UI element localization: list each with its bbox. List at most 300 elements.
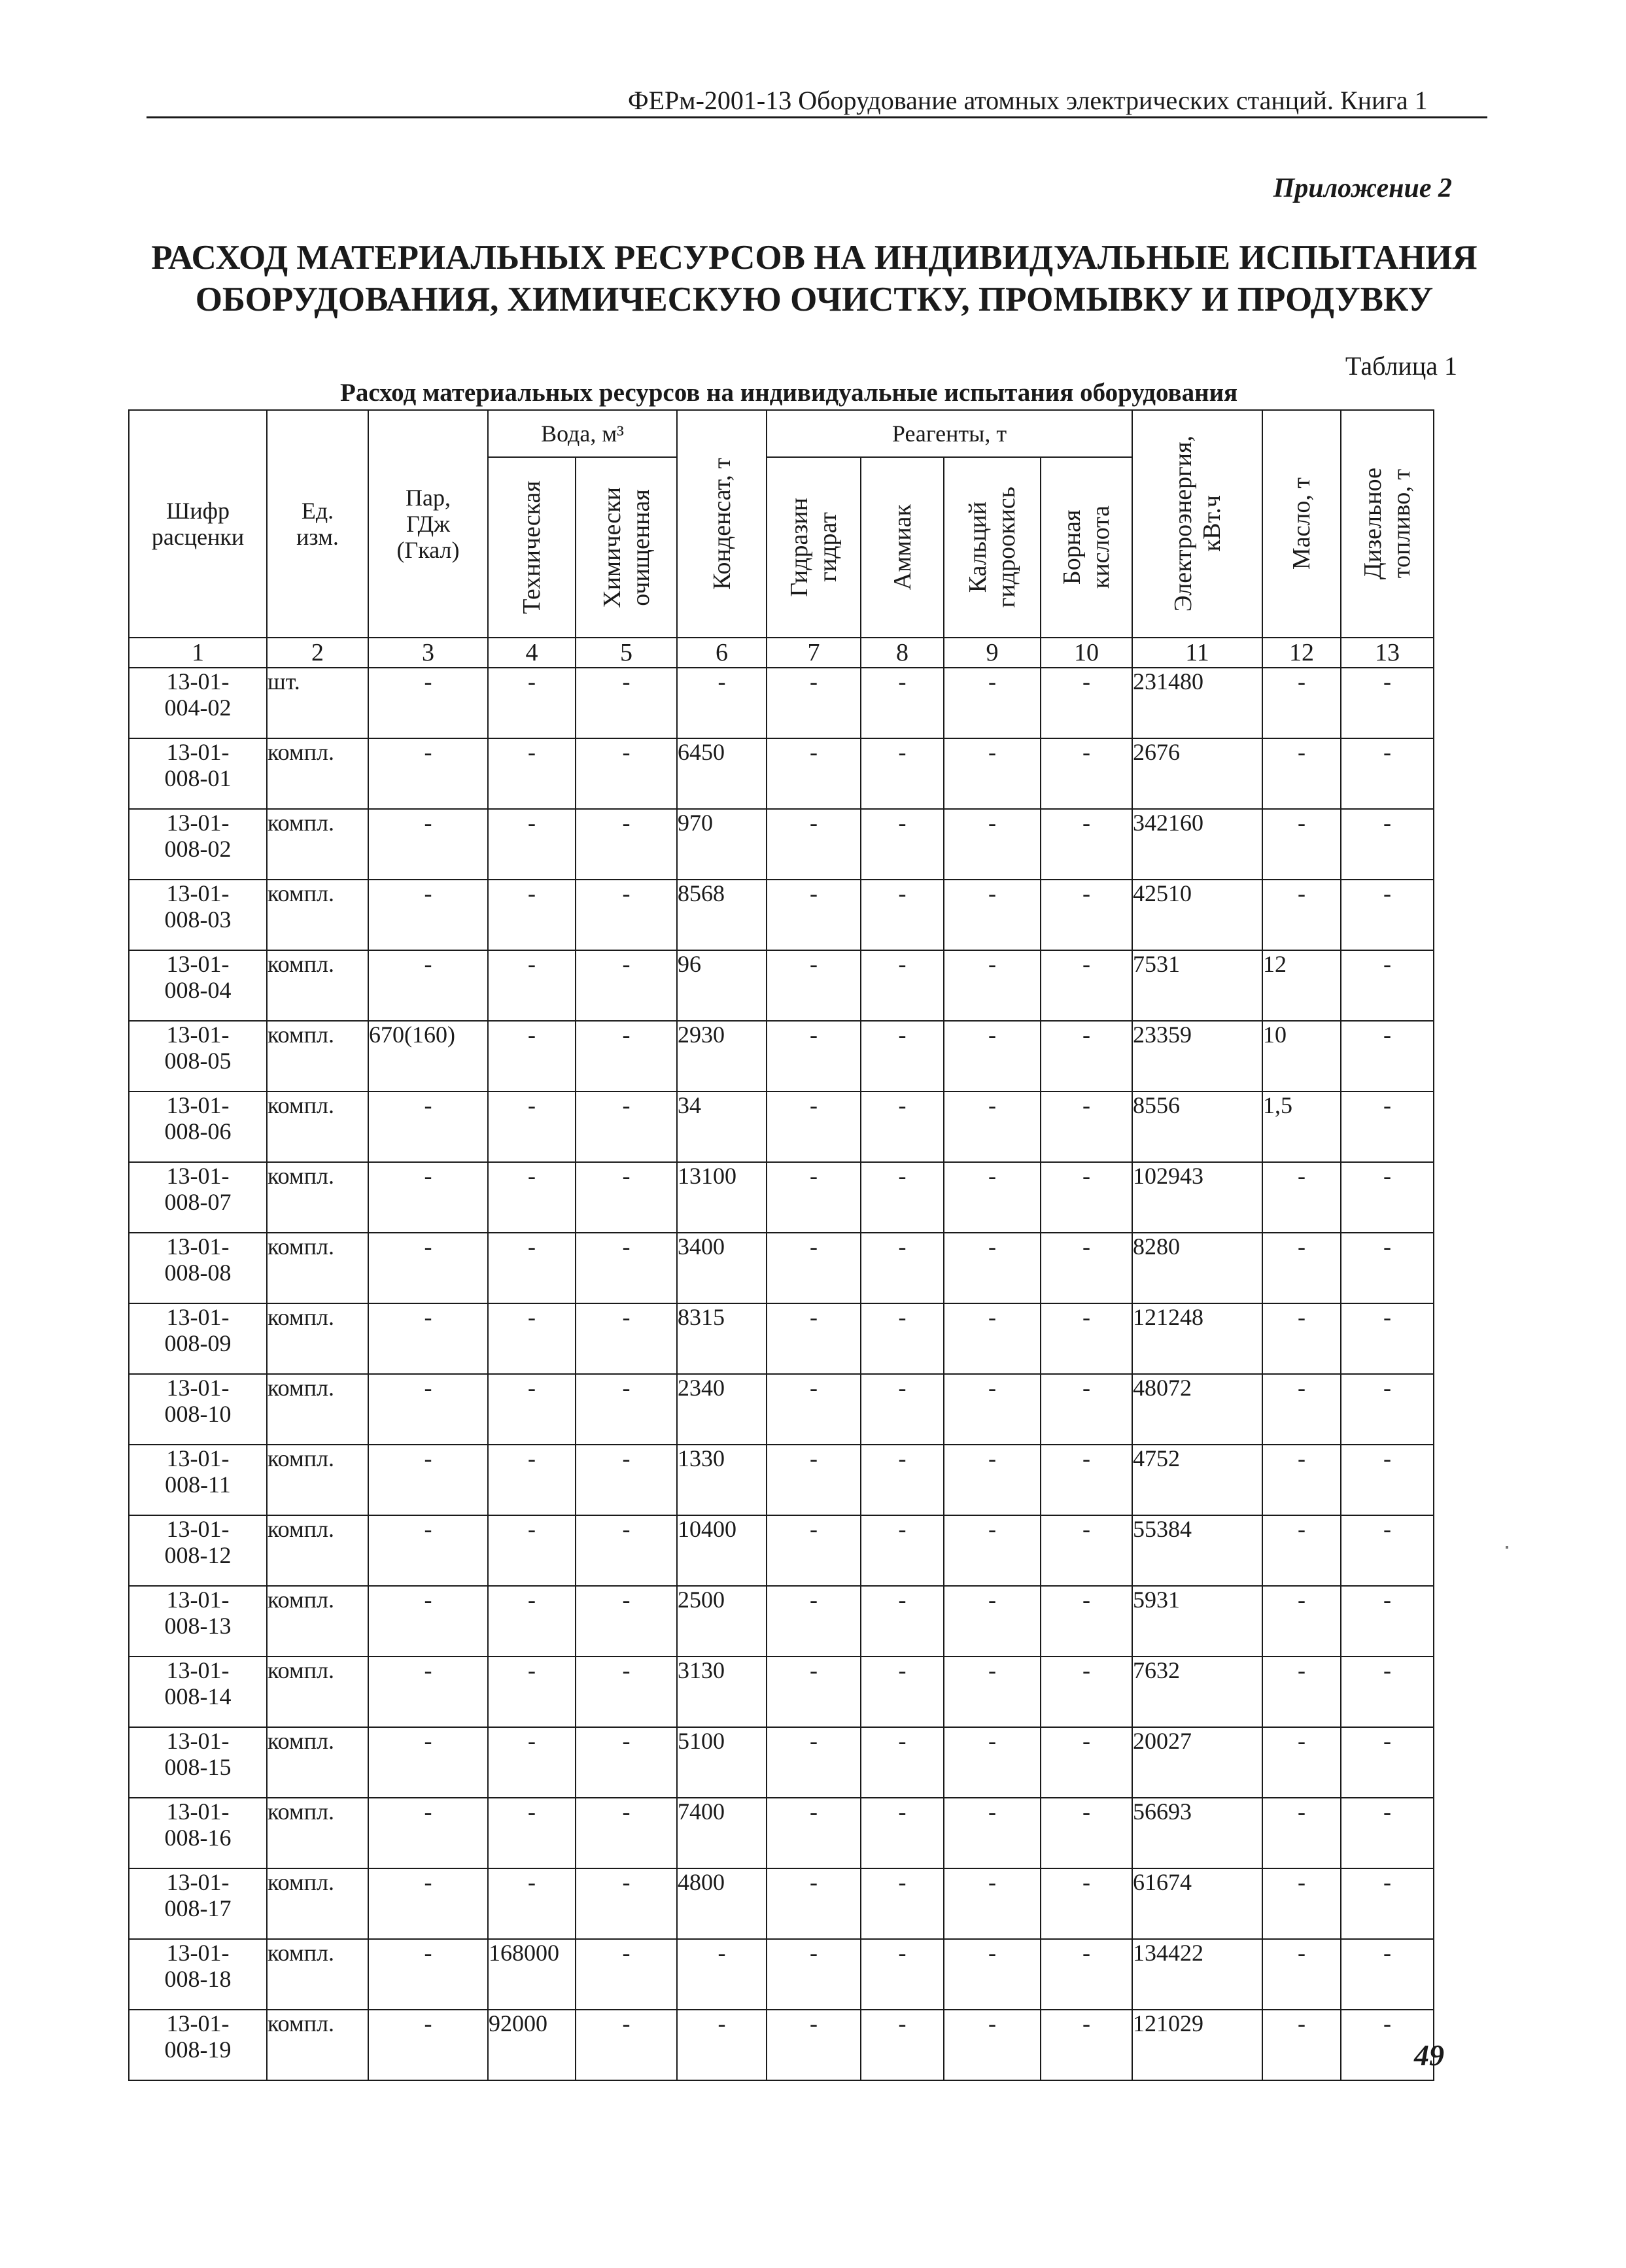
cell-steam: -	[368, 1657, 488, 1727]
cell-ammonia: -	[861, 1162, 944, 1233]
column-number: 4	[488, 638, 576, 668]
cell-diesel: -	[1341, 1727, 1434, 1798]
cell-water-tech: -	[488, 1091, 576, 1162]
cell-steam: -	[368, 1303, 488, 1374]
cell-calcium: -	[944, 1657, 1041, 1727]
cell-ammonia: -	[861, 809, 944, 880]
cell-unit: компл.	[267, 1374, 368, 1445]
column-number: 11	[1132, 638, 1262, 668]
table-row	[129, 1868, 1434, 1939]
cell-calcium: -	[944, 1445, 1041, 1515]
cell-condensate: 3130	[677, 1657, 767, 1727]
cell-calcium: -	[944, 1586, 1041, 1657]
table-row	[129, 1586, 1434, 1657]
header-diesel-label: Дизельное топливо, т	[1359, 468, 1415, 580]
cell-ammonia: -	[861, 1091, 944, 1162]
title-line-2: ОБОРУДОВАНИЯ, ХИМИЧЕСКУЮ ОЧИСТКУ, ПРОМЫВКУ И ПРОДУВКУ	[195, 281, 1434, 318]
table-row	[129, 668, 1434, 738]
cell-diesel: -	[1341, 1091, 1434, 1162]
code-part: 13-01-	[166, 1092, 230, 1118]
column-number: 3	[368, 638, 488, 668]
cell-unit: компл.	[267, 1798, 368, 1868]
cell-steam: -	[368, 1374, 488, 1445]
cell-diesel: -	[1341, 2010, 1434, 2080]
cell-diesel: -	[1341, 1586, 1434, 1657]
code-part: 008-10	[164, 1401, 232, 1427]
cell-condensate: 8568	[677, 880, 767, 950]
cell-code	[129, 668, 267, 738]
cell-code	[129, 1021, 267, 1091]
cell-steam: -	[368, 1162, 488, 1233]
cell-oil: -	[1262, 880, 1341, 950]
cell-steam: -	[368, 1939, 488, 2010]
cell-ammonia: -	[861, 880, 944, 950]
cell-unit: компл.	[267, 1939, 368, 2010]
header-water-chem-label: Химически очищенная	[598, 487, 655, 608]
header-hydrazine	[767, 457, 861, 638]
code-part: 008-13	[164, 1613, 232, 1639]
cell-electricity: 20027	[1132, 1727, 1262, 1798]
cell-unit: компл.	[267, 2010, 368, 2080]
cell-code	[129, 1939, 267, 2010]
cell-water-chem: -	[576, 1233, 677, 1303]
cell-water-tech: -	[488, 1233, 576, 1303]
cell-water-tech: -	[488, 1515, 576, 1586]
header-electricity	[1132, 410, 1262, 638]
code-part: 008-16	[164, 1825, 232, 1851]
code-part: 008-15	[164, 1754, 232, 1780]
table-row	[129, 1657, 1434, 1727]
header-condensate	[677, 410, 767, 638]
cell-condensate: 2930	[677, 1021, 767, 1091]
code-part: 13-01-	[166, 1940, 230, 1966]
cell-water-chem: -	[576, 1021, 677, 1091]
cell-ammonia: -	[861, 1303, 944, 1374]
cell-water-tech: -	[488, 1586, 576, 1657]
cell-water-tech: 92000	[488, 2010, 576, 2080]
cell-water-chem: -	[576, 1445, 677, 1515]
header-reagents-group: Реагенты, т	[767, 410, 1132, 457]
cell-calcium: -	[944, 1162, 1041, 1233]
cell-water-chem: -	[576, 668, 677, 738]
cell-diesel: -	[1341, 1374, 1434, 1445]
cell-boric: -	[1041, 809, 1132, 880]
cell-water-tech: -	[488, 738, 576, 809]
code-part: 008-03	[164, 906, 232, 933]
code-part: 008-18	[164, 1966, 232, 1992]
cell-condensate: 4800	[677, 1868, 767, 1939]
cell-steam: -	[368, 1727, 488, 1798]
cell-water-chem: -	[576, 1374, 677, 1445]
code-part: 008-17	[164, 1895, 232, 1921]
cell-unit: компл.	[267, 1303, 368, 1374]
cell-ammonia: -	[861, 1374, 944, 1445]
cell-calcium: -	[944, 1727, 1041, 1798]
page-number: 49	[1414, 2038, 1444, 2072]
cell-boric: -	[1041, 1445, 1132, 1515]
cell-hydrazine: -	[767, 738, 861, 809]
cell-oil: -	[1262, 1798, 1341, 1868]
cell-hydrazine: -	[767, 1586, 861, 1657]
cell-boric: -	[1041, 1868, 1132, 1939]
cell-water-tech: -	[488, 1868, 576, 1939]
table-row	[129, 1091, 1434, 1162]
column-number: 10	[1041, 638, 1132, 668]
cell-water-tech: -	[488, 1021, 576, 1091]
header-boric	[1041, 457, 1132, 638]
cell-hydrazine: -	[767, 1868, 861, 1939]
cell-electricity: 102943	[1132, 1162, 1262, 1233]
table-row	[129, 1727, 1434, 1798]
cell-water-tech: -	[488, 809, 576, 880]
column-number: 8	[861, 638, 944, 668]
cell-boric: -	[1041, 1303, 1132, 1374]
cell-unit: компл.	[267, 738, 368, 809]
cell-boric: -	[1041, 1939, 1132, 2010]
table-row	[129, 1939, 1434, 2010]
cell-hydrazine: -	[767, 1515, 861, 1586]
cell-steam: -	[368, 950, 488, 1021]
code-part: 004-02	[164, 695, 232, 721]
cell-diesel: -	[1341, 950, 1434, 1021]
cell-oil: -	[1262, 1233, 1341, 1303]
header-condensate-label: Конденсат, т	[708, 458, 736, 590]
cell-diesel: -	[1341, 1868, 1434, 1939]
table-row	[129, 738, 1434, 809]
cell-unit: компл.	[267, 1727, 368, 1798]
cell-water-chem: -	[576, 1727, 677, 1798]
cell-hydrazine: -	[767, 880, 861, 950]
cell-unit: компл.	[267, 809, 368, 880]
cell-condensate: -	[677, 668, 767, 738]
header-water-tech-label: Техническая	[518, 481, 545, 614]
cell-condensate: 8315	[677, 1303, 767, 1374]
cell-unit: компл.	[267, 880, 368, 950]
code-part: 008-08	[164, 1260, 232, 1286]
cell-condensate: 3400	[677, 1233, 767, 1303]
column-number: 13	[1341, 638, 1434, 668]
cell-water-chem: -	[576, 880, 677, 950]
code-part: 008-02	[164, 836, 232, 862]
cell-boric: -	[1041, 950, 1132, 1021]
cell-unit: компл.	[267, 1445, 368, 1515]
cell-unit: компл.	[267, 1868, 368, 1939]
cell-water-tech: -	[488, 668, 576, 738]
cell-boric: -	[1041, 1586, 1132, 1657]
code-part: 008-01	[164, 765, 232, 791]
table-number-label: Таблица 1	[1345, 351, 1457, 381]
cell-electricity: 231480	[1132, 668, 1262, 738]
cell-boric: -	[1041, 1021, 1132, 1091]
header-oil-label: Масло, т	[1288, 477, 1315, 570]
cell-calcium: -	[944, 1515, 1041, 1586]
cell-boric: -	[1041, 1798, 1132, 1868]
cell-oil: -	[1262, 1445, 1341, 1515]
code-part: 008-11	[165, 1471, 231, 1498]
cell-boric: -	[1041, 1657, 1132, 1727]
cell-water-tech: -	[488, 1374, 576, 1445]
column-number: 7	[767, 638, 861, 668]
cell-boric: -	[1041, 738, 1132, 809]
header-code: Шифр расценки	[129, 410, 267, 638]
code-part: 13-01-	[166, 1375, 230, 1401]
header-row-groups	[129, 410, 1434, 457]
cell-oil: -	[1262, 1657, 1341, 1727]
cell-diesel: -	[1341, 1233, 1434, 1303]
cell-steam: -	[368, 2010, 488, 2080]
cell-ammonia: -	[861, 2010, 944, 2080]
code-part: 13-01-	[166, 1587, 230, 1613]
cell-electricity: 61674	[1132, 1868, 1262, 1939]
code-part: 008-05	[164, 1048, 232, 1074]
cell-ammonia: -	[861, 1586, 944, 1657]
cell-hydrazine: -	[767, 2010, 861, 2080]
cell-calcium: -	[944, 1798, 1041, 1868]
code-part: 13-01-	[166, 1728, 230, 1754]
cell-condensate: 13100	[677, 1162, 767, 1233]
cell-code	[129, 1586, 267, 1657]
cell-oil: -	[1262, 809, 1341, 880]
cell-diesel: -	[1341, 738, 1434, 809]
cell-boric: -	[1041, 1727, 1132, 1798]
cell-ammonia: -	[861, 1657, 944, 1727]
table-row	[129, 1021, 1434, 1091]
cell-steam: -	[368, 1233, 488, 1303]
cell-hydrazine: -	[767, 1445, 861, 1515]
cell-steam: -	[368, 668, 488, 738]
cell-diesel: -	[1341, 1303, 1434, 1374]
cell-water-chem: -	[576, 1515, 677, 1586]
cell-code	[129, 809, 267, 880]
code-part: 13-01-	[166, 1869, 230, 1895]
table-row	[129, 1515, 1434, 1586]
cell-code	[129, 1727, 267, 1798]
table-body	[129, 668, 1434, 2080]
table-row	[129, 809, 1434, 880]
cell-oil: -	[1262, 1303, 1341, 1374]
cell-electricity: 56693	[1132, 1798, 1262, 1868]
table-row	[129, 2010, 1434, 2080]
column-number: 9	[944, 638, 1041, 668]
cell-electricity: 5931	[1132, 1586, 1262, 1657]
cell-code	[129, 880, 267, 950]
cell-hydrazine: -	[767, 809, 861, 880]
cell-code	[129, 738, 267, 809]
cell-hydrazine: -	[767, 1939, 861, 2010]
cell-oil: 12	[1262, 950, 1341, 1021]
cell-water-tech: -	[488, 1303, 576, 1374]
cell-water-tech: -	[488, 1445, 576, 1515]
code-part: 13-01-	[166, 1304, 230, 1330]
table-row	[129, 950, 1434, 1021]
cell-diesel: -	[1341, 1162, 1434, 1233]
cell-water-chem: -	[576, 809, 677, 880]
cell-condensate: -	[677, 1939, 767, 2010]
column-number: 5	[576, 638, 677, 668]
cell-water-chem: -	[576, 1303, 677, 1374]
cell-calcium: -	[944, 1233, 1041, 1303]
cell-oil: -	[1262, 668, 1341, 738]
cell-oil: -	[1262, 1162, 1341, 1233]
header-oil	[1262, 410, 1341, 638]
cell-code	[129, 2010, 267, 2080]
cell-diesel: -	[1341, 880, 1434, 950]
cell-diesel: -	[1341, 1515, 1434, 1586]
cell-oil: -	[1262, 1868, 1341, 1939]
cell-calcium: -	[944, 1091, 1041, 1162]
cell-calcium: -	[944, 738, 1041, 809]
header-calcium-label: Кальций гидроокись	[964, 487, 1020, 608]
code-part: 13-01-	[166, 739, 230, 765]
cell-steam: -	[368, 738, 488, 809]
cell-boric: -	[1041, 1374, 1132, 1445]
header-steam: Пар, ГДж (Гкал)	[368, 410, 488, 638]
header-electricity-label: Электроэнергия, кВт.ч	[1169, 436, 1226, 612]
table-row	[129, 1162, 1434, 1233]
cell-code	[129, 1868, 267, 1939]
column-number: 1	[129, 638, 267, 668]
column-number: 12	[1262, 638, 1341, 668]
cell-boric: -	[1041, 2010, 1132, 2080]
document-title	[98, 237, 1531, 320]
cell-calcium: -	[944, 880, 1041, 950]
cell-diesel: -	[1341, 1021, 1434, 1091]
cell-steam: -	[368, 1445, 488, 1515]
code-part: 008-19	[164, 2036, 232, 2063]
cell-condensate: -	[677, 2010, 767, 2080]
cell-ammonia: -	[861, 1445, 944, 1515]
table-row	[129, 1374, 1434, 1445]
cell-electricity: 7632	[1132, 1657, 1262, 1727]
header-hydrazine-label: Гидразин гидрат	[786, 498, 842, 597]
cell-calcium: -	[944, 2010, 1041, 2080]
cell-water-chem: -	[576, 1868, 677, 1939]
code-part: 13-01-	[166, 1022, 230, 1048]
cell-diesel: -	[1341, 1445, 1434, 1515]
cell-steam: 670(160)	[368, 1021, 488, 1091]
cell-steam: -	[368, 1868, 488, 1939]
cell-calcium: -	[944, 809, 1041, 880]
cell-oil: -	[1262, 1727, 1341, 1798]
header-ammonia	[861, 457, 944, 638]
code-part: 008-12	[164, 1542, 232, 1568]
cell-code	[129, 1657, 267, 1727]
cell-unit: компл.	[267, 1162, 368, 1233]
title-line-1: РАСХОД МАТЕРИАЛЬНЫХ РЕСУРСОВ НА ИНДИВИДУАЛЬНЫЕ ИСПЫТАНИЯ	[151, 239, 1478, 277]
cell-ammonia: -	[861, 668, 944, 738]
cell-electricity: 2676	[1132, 738, 1262, 809]
cell-hydrazine: -	[767, 1657, 861, 1727]
cell-electricity: 55384	[1132, 1515, 1262, 1586]
header-ammonia-label: Аммиак	[888, 504, 916, 591]
cell-boric: -	[1041, 1233, 1132, 1303]
cell-hydrazine: -	[767, 1374, 861, 1445]
table-caption: Расход материальных ресурсов на индивидуальные испытания оборудования	[340, 379, 1238, 407]
cell-hydrazine: -	[767, 1798, 861, 1868]
cell-hydrazine: -	[767, 1091, 861, 1162]
cell-oil: -	[1262, 1586, 1341, 1657]
cell-unit: компл.	[267, 1091, 368, 1162]
cell-code	[129, 1233, 267, 1303]
cell-unit: компл.	[267, 1021, 368, 1091]
cell-code	[129, 1445, 267, 1515]
header-unit: Ед. изм.	[267, 410, 368, 638]
cell-calcium: -	[944, 1303, 1041, 1374]
cell-electricity: 134422	[1132, 1939, 1262, 2010]
cell-steam: -	[368, 1798, 488, 1868]
cell-hydrazine: -	[767, 950, 861, 1021]
cell-electricity: 7531	[1132, 950, 1262, 1021]
cell-water-tech: -	[488, 1162, 576, 1233]
cell-condensate: 5100	[677, 1727, 767, 1798]
cell-electricity: 23359	[1132, 1021, 1262, 1091]
cell-steam: -	[368, 809, 488, 880]
cell-unit: компл.	[267, 1586, 368, 1657]
cell-water-chem: -	[576, 1657, 677, 1727]
code-part: 13-01-	[166, 1516, 230, 1542]
cell-ammonia: -	[861, 738, 944, 809]
code-part: 13-01-	[166, 2010, 230, 2036]
scan-speck	[1506, 1546, 1508, 1549]
column-number: 6	[677, 638, 767, 668]
cell-code	[129, 950, 267, 1021]
table-row	[129, 1445, 1434, 1515]
cell-boric: -	[1041, 668, 1132, 738]
code-part: 008-14	[164, 1683, 232, 1710]
code-part: 13-01-	[166, 1163, 230, 1189]
cell-boric: -	[1041, 1091, 1132, 1162]
header-water-tech	[488, 457, 576, 638]
cell-electricity: 4752	[1132, 1445, 1262, 1515]
cell-water-chem: -	[576, 1939, 677, 2010]
code-part: 008-09	[164, 1330, 232, 1356]
cell-code	[129, 1798, 267, 1868]
cell-unit: шт.	[267, 668, 368, 738]
cell-unit: компл.	[267, 1233, 368, 1303]
cell-ammonia: -	[861, 1727, 944, 1798]
cell-oil: -	[1262, 1374, 1341, 1445]
code-part: 13-01-	[166, 1445, 230, 1471]
cell-condensate: 34	[677, 1091, 767, 1162]
cell-calcium: -	[944, 668, 1041, 738]
header-water-chem	[576, 457, 677, 638]
header-rule	[147, 116, 1487, 118]
cell-ammonia: -	[861, 1021, 944, 1091]
code-part: 008-04	[164, 977, 232, 1003]
cell-hydrazine: -	[767, 1021, 861, 1091]
column-number-row	[129, 638, 1434, 668]
cell-electricity: 8556	[1132, 1091, 1262, 1162]
cell-calcium: -	[944, 1868, 1041, 1939]
cell-hydrazine: -	[767, 1303, 861, 1374]
cell-hydrazine: -	[767, 1162, 861, 1233]
cell-water-chem: -	[576, 1586, 677, 1657]
code-part: 13-01-	[166, 1798, 230, 1825]
cell-calcium: -	[944, 950, 1041, 1021]
cell-steam: -	[368, 880, 488, 950]
cell-code	[129, 1374, 267, 1445]
cell-boric: -	[1041, 1515, 1132, 1586]
resources-table	[128, 409, 1434, 2081]
cell-steam: -	[368, 1091, 488, 1162]
cell-ammonia: -	[861, 1798, 944, 1868]
cell-electricity: 8280	[1132, 1233, 1262, 1303]
code-part: 13-01-	[166, 668, 230, 695]
cell-condensate: 2340	[677, 1374, 767, 1445]
cell-oil: -	[1262, 738, 1341, 809]
cell-electricity: 48072	[1132, 1374, 1262, 1445]
code-part: 13-01-	[166, 810, 230, 836]
